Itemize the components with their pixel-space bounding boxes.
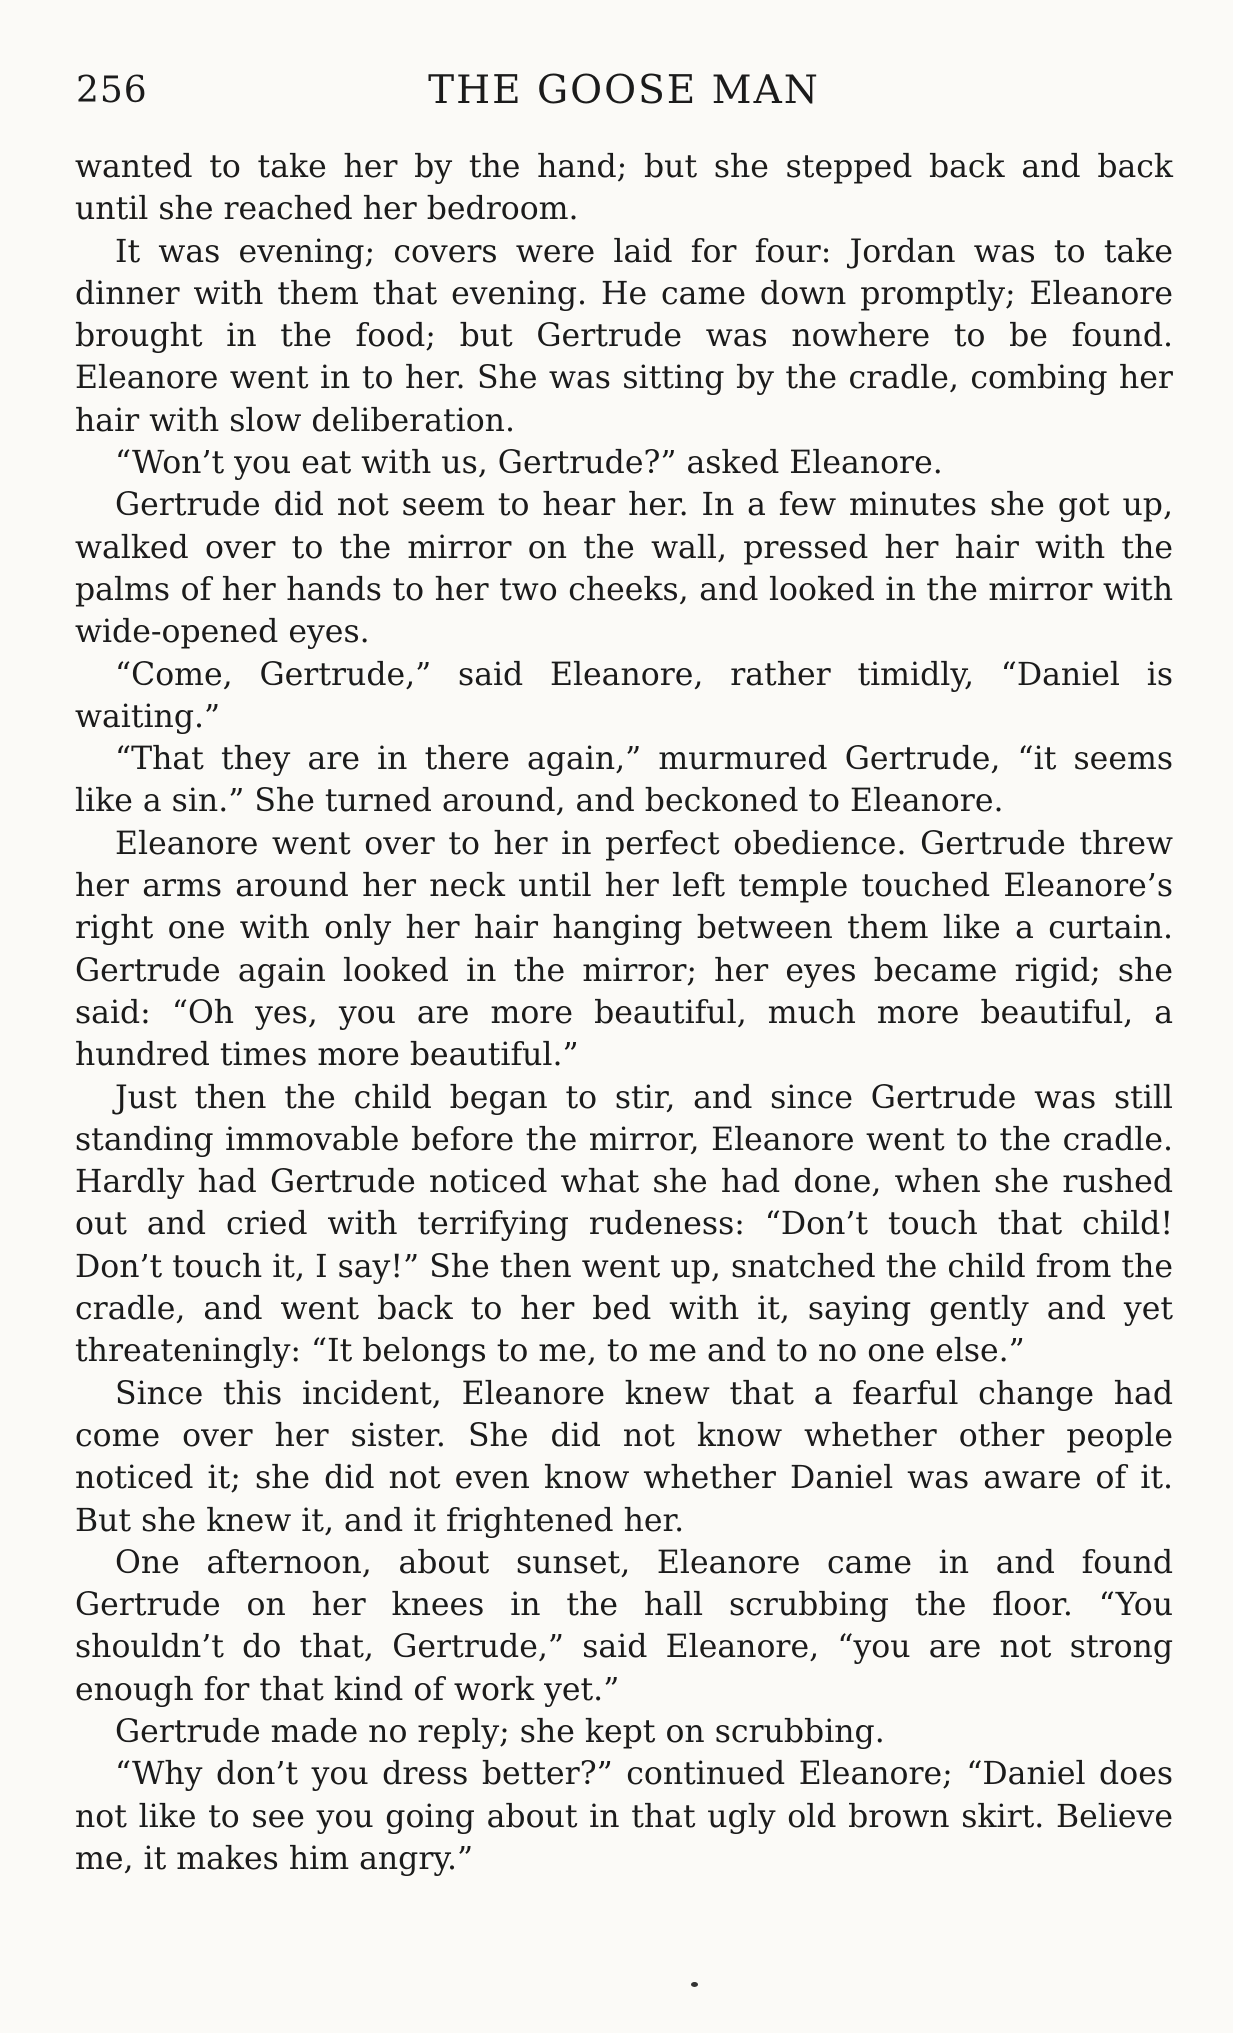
paragraph: It was evening; covers were laid for four: Jordan was to take dinner with them that evening. He came down promptly; Eleanore brought in the food; but Gertrude was nowhere to be found. Eleanore went in to her. She was sitting by the cradle, combing her hair with slow deliberation. — [75, 233, 1173, 439]
paragraph: “That they are in there again,” murmured Gertrude, “it seems like a sin.” She turned around, and beckoned to Eleanore. — [75, 741, 1173, 820]
paragraph: One afternoon, about sunset, Eleanore came in and found Gertrude on her knees in the hall scrubbing the floor. “You shouldn’t do that, Gertrude,” said Eleanore, “you are not strong enough for that kind of work yet.” — [75, 1544, 1173, 1708]
paragraph: wanted to take her by the hand; but she stepped back and back until she reached her bedroom. — [75, 149, 1173, 228]
paragraph: Gertrude made no reply; she kept on scrubbing. — [115, 1713, 885, 1750]
ink-speck — [691, 1982, 698, 1987]
paragraph: Gertrude did not seem to hear her. In a few minutes she got up, walked over to the mirror on the wall, pressed her hair with the palms of her hands to her two cheeks, and looked in the mirror with wide-opened eyes. — [75, 487, 1173, 651]
running-head — [76, 68, 1172, 124]
paragraph: “Come, Gertrude,” said Eleanore, rather timidly, “Daniel is waiting.” — [75, 656, 1173, 735]
page-number: 256 — [76, 70, 148, 111]
paragraph: Just then the child began to stir, and since Gertrude was still standing immovable before the mirror, Eleanore went to the cradle. Hardly had Gertrude noticed what she had done, when she rushed out and cried with terrifying rudeness: “Don’t touch that child! Don’t touch it, I say!” She then went up, snatched the child from the cradle, and went back to her bed with it, saying gently and yet threateningly: “It belongs to me, to me and to no one else.” — [75, 1079, 1173, 1370]
paragraph: “Why don’t you dress better?” continued Eleanore; “Daniel does not like to see you going about in that ugly old brown skirt. Believe me, it makes him angry.” — [75, 1756, 1173, 1877]
paragraph: “Won’t you eat with us, Gertrude?” asked Eleanore. — [115, 445, 943, 482]
body-text — [75, 146, 1173, 1880]
paragraph: Eleanore went over to her in perfect obedience. Gertrude threw her arms around her neck until her left temple touched Eleanore’s right one with only her hair hanging between them like a curtain. Gertrude again looked in the mirror; her eyes became rigid; she said: “Oh yes, you are more beautiful, much more beautiful, a hundred times more beautiful.” — [75, 825, 1173, 1074]
paragraph: Since this incident, Eleanore knew that a fearful change had come over her sister. She did not know whether other people noticed it; she did not even know whether Daniel was aware of it. But she knew it, and it frightened her. — [75, 1375, 1173, 1539]
book-title: THE GOOSE MAN — [428, 68, 820, 113]
